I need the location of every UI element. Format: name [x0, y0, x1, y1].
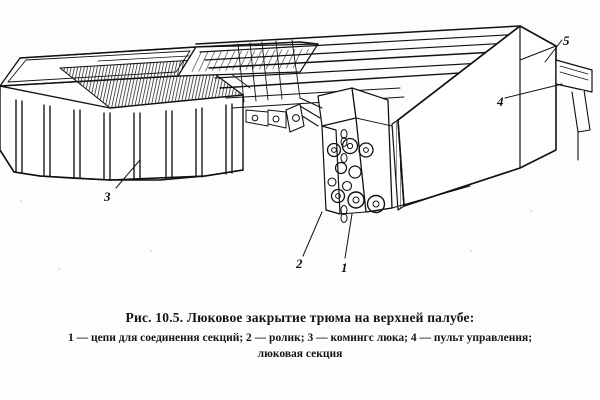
- caption-legend-line-1: 1 — цепи для соединения секций; 2 — ролик; 3 — комингс люка; 4 — пульт управления;: [67, 332, 533, 344]
- callout-2: 2: [296, 256, 303, 271]
- caption-legend-line-2: люковая секция: [257, 347, 343, 360]
- scan-speckle: [20, 200, 22, 202]
- callout-4: 4: [497, 94, 504, 109]
- scan-speckle: [150, 250, 152, 252]
- callout-1: 1: [341, 260, 348, 275]
- figure-caption: [0, 310, 600, 360]
- scan-speckle: [58, 268, 60, 270]
- scan-speckle: [530, 210, 532, 212]
- callout-5: 5: [563, 33, 570, 48]
- scan-speckle: [470, 250, 472, 252]
- caption-title: Рис. 10.5. Люковое закрытие трюма на верхней палубе:: [125, 310, 475, 325]
- callout-3: 3: [104, 189, 111, 204]
